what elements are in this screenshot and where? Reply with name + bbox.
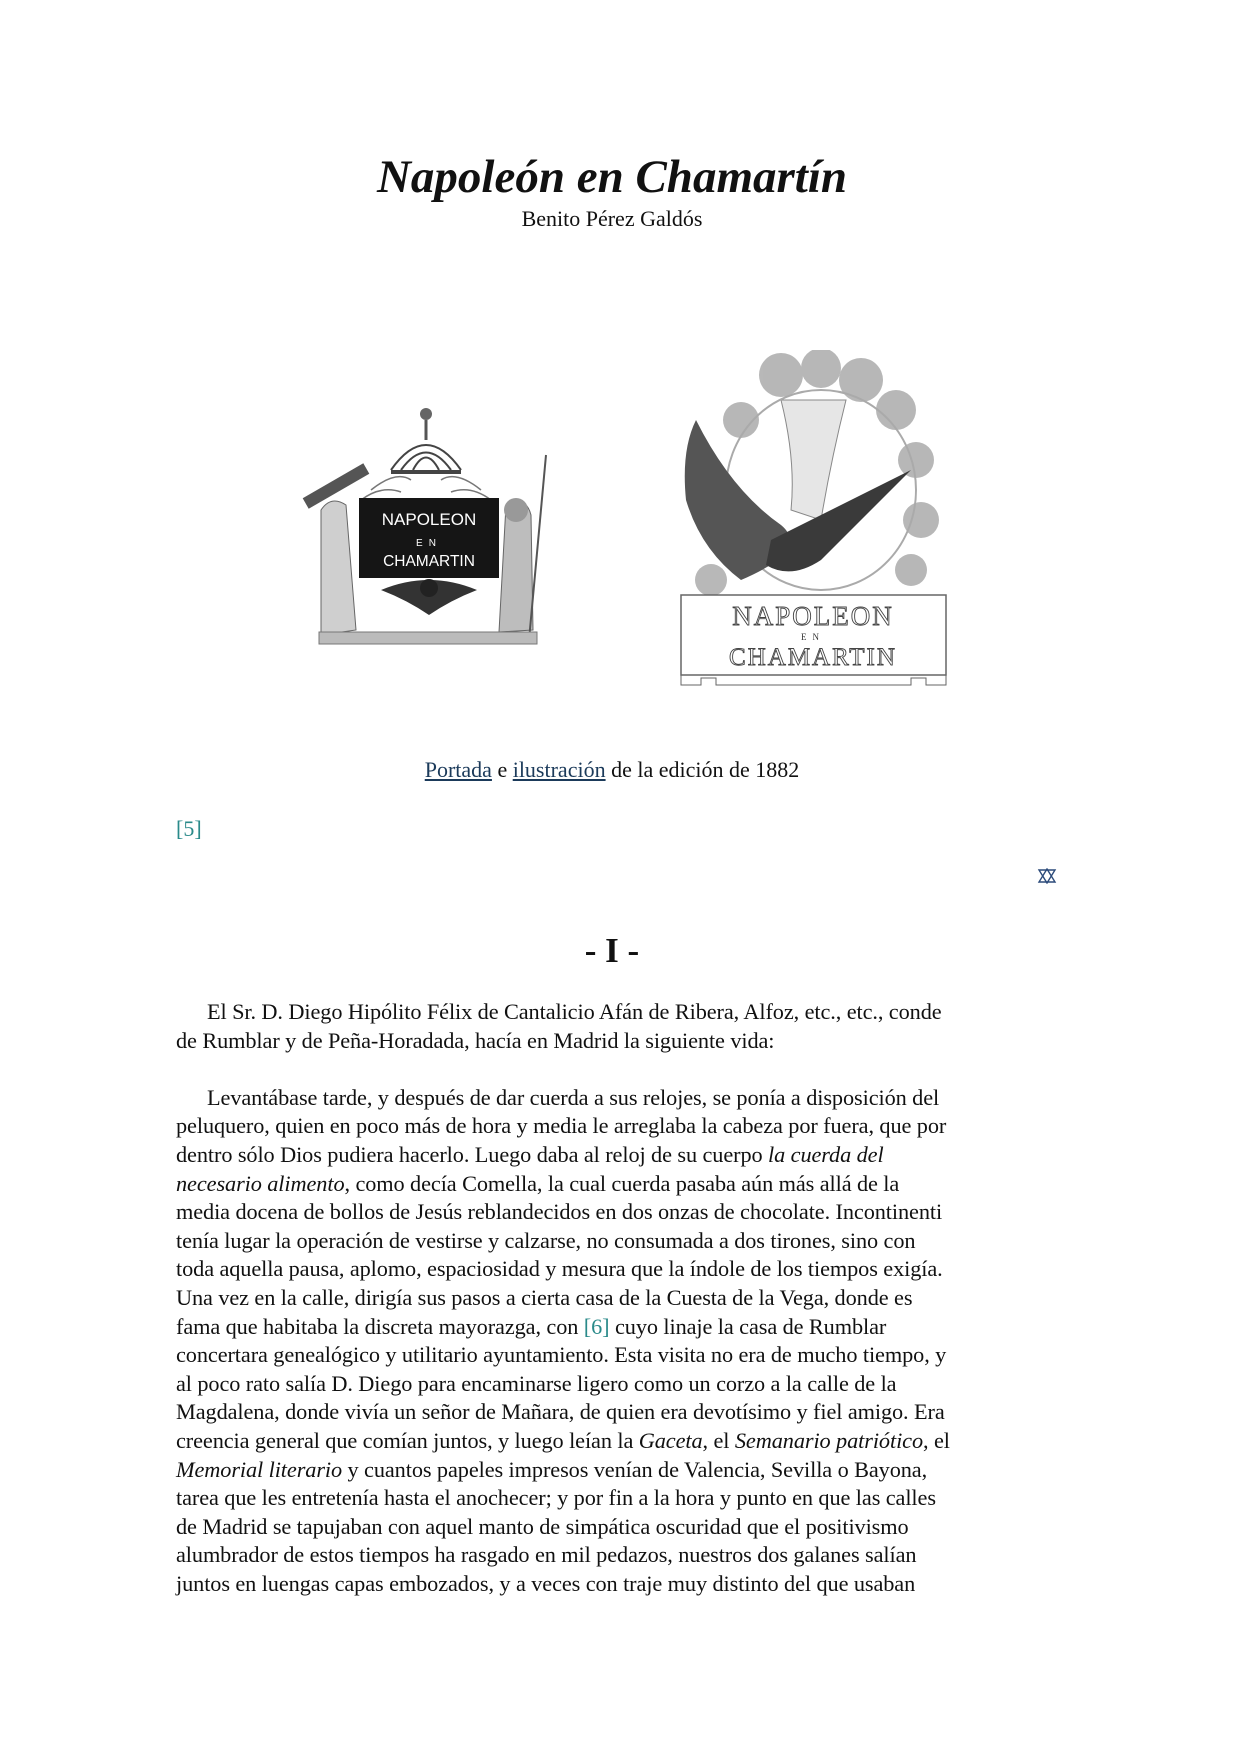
text-line: al poco rato salía D. Diego para encaminarse ligero como un corzo a la calle de la: [176, 1370, 897, 1396]
caption-conj: e: [491, 757, 513, 782]
text-run: creencia general que comían juntos, y luego leían la: [176, 1427, 639, 1453]
text-line: [176, 1456, 1056, 1485]
chapter-heading: - I -: [584, 931, 640, 970]
inner-illustration: [671, 350, 956, 698]
svg-text:EN: EN: [416, 538, 442, 549]
text-line: de Rumblar y de Peña-Horadada, hacía en Madrid la siguiente vida:: [176, 1027, 775, 1053]
book-title: Napoleón en Chamartín: [376, 151, 848, 203]
book-author: Benito Pérez Galdós: [521, 206, 703, 231]
text-line: tenía lugar la operación de vestirse y calzarse, no consumada a dos tirones, sino con: [176, 1227, 916, 1253]
paragraph-2: [176, 1084, 1056, 1599]
text-line: Una vez en la calle, dirigía sus pasos a cierta casa de la Cuesta de la Vega, donde es: [176, 1284, 913, 1310]
text-run: y cuantos papeles impresos venían de Valencia, Sevilla o Bayona,: [342, 1456, 928, 1482]
text-line: El Sr. D. Diego Hipólito Félix de Cantalicio Afán de Ribera, Alfoz, etc., etc., conde: [207, 999, 942, 1024]
page-reference-link[interactable]: [5]: [176, 816, 202, 841]
text-line: Magdalena, donde vivía un señor de Mañara, de quien era devotísimo y fiel amigo. Era: [176, 1399, 945, 1425]
text-run: , el: [702, 1427, 735, 1453]
text-line: [176, 1170, 1056, 1199]
text-run: , como decía Comella, la cual cuerda pasaba aún más allá de la: [344, 1170, 900, 1196]
text-line: [176, 1427, 1056, 1456]
chapter-body: [176, 998, 1056, 1627]
text-line: media docena de bollos de Jesús reblandecidos en dos onzas de chocolate. Incontinenti: [176, 1199, 943, 1225]
star-of-david-icon[interactable]: [1036, 868, 1058, 884]
italic-run: Semanario patriótico: [734, 1427, 924, 1453]
text-run: cuyo linaje la casa de Rumblar: [609, 1313, 887, 1339]
text-line: toda aquella pausa, aplomo, espaciosidad y mesura que la índole de los tiempos exigía.: [176, 1256, 943, 1282]
caption-rest: de la edición de 1882: [605, 757, 800, 782]
text-line: tarea que les entretenía hasta el anochecer; y por fin a la hora y punto en que las calles: [176, 1485, 936, 1511]
svg-text:NAPOLEON: NAPOLEON: [381, 510, 477, 529]
text-run: fama que habitaba la discreta mayorazga, con: [176, 1313, 584, 1339]
svg-text:NAPOLEON: NAPOLEON: [732, 601, 894, 631]
cover-illustration: [301, 400, 551, 658]
svg-text:CHAMARTIN: CHAMARTIN: [383, 553, 475, 570]
italic-run: Memorial literario: [176, 1456, 343, 1482]
text-run: , el: [923, 1427, 950, 1453]
svg-text:CHAMARTIN: CHAMARTIN: [729, 644, 897, 671]
svg-text:EN: EN: [801, 632, 825, 642]
text-line: de Madrid se tapujaban con aquel manto de simpática oscuridad que el positivismo: [176, 1513, 909, 1539]
italic-run: necesario alimento: [176, 1170, 345, 1196]
illustration-caption: [176, 756, 1048, 784]
paragraph-1: [176, 998, 1056, 1055]
page-reference-link[interactable]: [6]: [583, 1313, 610, 1339]
text-line: alumbrador de estos tiempos ha rasgado en mil pedazos, nuestros dos galanes salían: [176, 1542, 917, 1568]
text-line: [176, 1141, 1056, 1170]
text-run: dentro sólo Dios pudiera hacerlo. Luego daba al reloj de su cuerpo: [176, 1141, 769, 1167]
text-line: [176, 1313, 1056, 1342]
text-line: peluquero, quien en poco más de hora y media le arreglaba la cabeza por fuera, que por: [176, 1113, 947, 1139]
italic-run: Gaceta: [638, 1427, 703, 1453]
text-line: Levantábase tarde, y después de dar cuerda a sus relojes, se ponía a disposición del: [207, 1084, 940, 1110]
text-line: concertara genealógico y utilitario ayuntamiento. Esta visita no era de mucho tiempo, y: [176, 1342, 947, 1368]
illustration-link[interactable]: ilustración: [512, 757, 606, 782]
cover-link[interactable]: Portada: [424, 757, 492, 782]
italic-run: la cuerda del: [768, 1141, 884, 1167]
text-line: juntos en luengas capas embozados, y a veces con traje muy distinto del que usaban: [176, 1570, 916, 1596]
